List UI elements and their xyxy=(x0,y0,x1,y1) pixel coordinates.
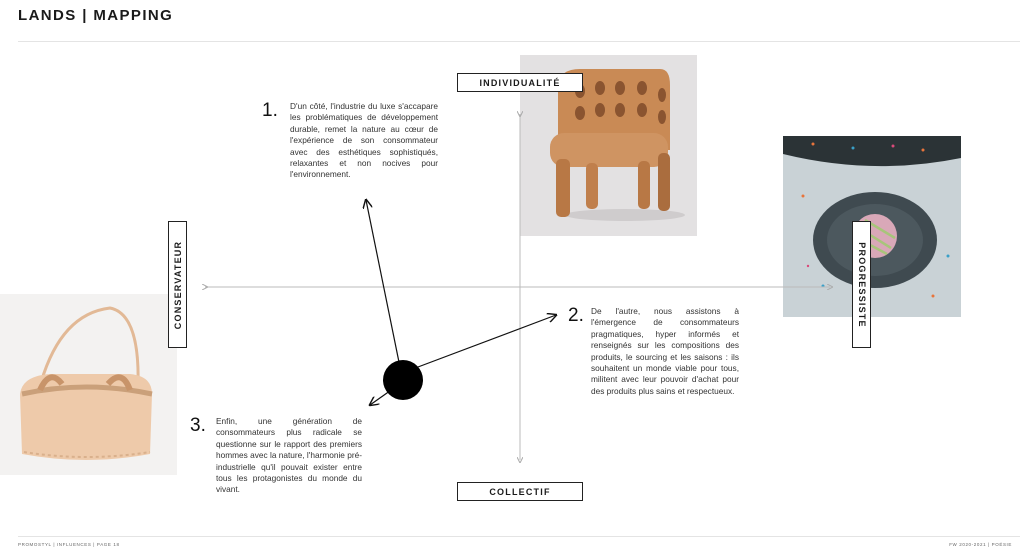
text-1-number: 1. xyxy=(262,100,278,121)
origin-dot xyxy=(383,360,423,400)
axis-label-right xyxy=(852,221,871,348)
text-3-body: Enfin, une génération de consommateurs plus radicale se questionne sur le rapport des premiers hommes avec la nature, l'harmonie pré-industrielle qu'il pouvait exister entre tous les protagonistes du monde du vivant. xyxy=(216,416,362,495)
text-2-number: 2. xyxy=(568,305,584,326)
axis-label-bottom: COLLECTIF xyxy=(457,482,583,501)
axis-label-top: INDIVIDUALITÉ xyxy=(457,73,583,92)
axis-label-left-text: CONSERVATEUR xyxy=(172,240,183,329)
axis-label-right-text: PROGRESSISTE xyxy=(856,241,867,328)
footer-left: PROMOSTYL | INFLUENCES | PAGE 18 xyxy=(18,542,120,547)
axis-label-left xyxy=(168,221,187,348)
page-title: LANDS | MAPPING xyxy=(18,7,174,24)
footer-divider xyxy=(18,536,1020,537)
text-2-body: De l'autre, nous assistons à l'émergence de consommateurs pragmatiques, hyper informés et renseignés sur les compositions des produits, le sourcing et les saisons : ils souhaitent un monde viable pour tous, militent avec leur pouvoir d'achat pour des produits plus sains et respectueux. xyxy=(591,306,739,396)
arrow-to-text-2 xyxy=(410,315,556,370)
footer-right: FW 2020-2021 | POÉSIE xyxy=(949,542,1012,547)
arrow-to-text-1 xyxy=(366,200,401,372)
text-3-number: 3. xyxy=(190,415,206,436)
text-1-body: D'un côté, l'industrie du luxe s'accapare les problématiques de développement durable, remet la nature au cœur de l'expérience de son consommateur avec des esthétiques sophistiqués, relaxantes et non nocives pour l'environnement. xyxy=(290,101,438,180)
